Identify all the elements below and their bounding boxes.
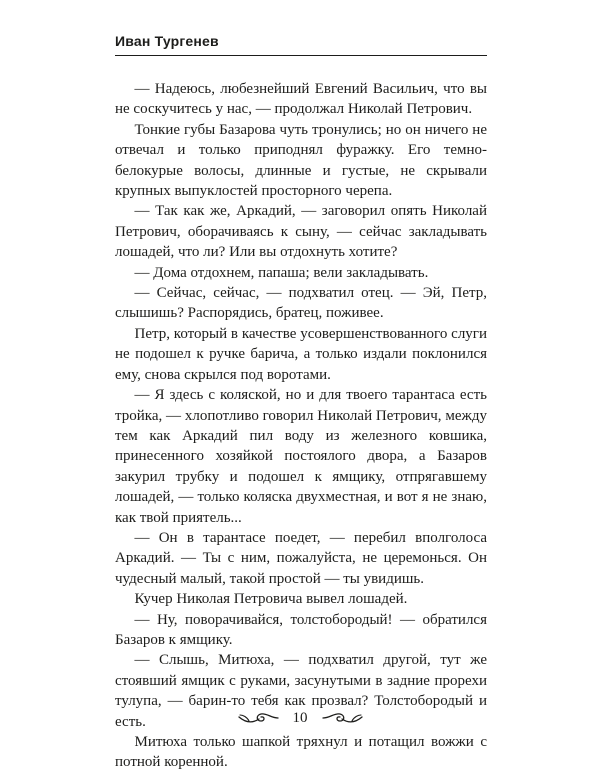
paragraph: Кучер Николая Петровича вывел лошадей. (134, 591, 408, 608)
paragraph: — Ну, поворачивайся, толстобородый! — обратился Базаров к ямщику. (115, 611, 487, 648)
paragraph: Митюха только шапкой тряхнул и потащил вожжи с потной коренной. (115, 734, 487, 771)
paragraph: — Так как же, Аркадий, — заговорил опять Николай Петрович, оборачиваясь к сыну, — сейчас закладывать лошадей, что ли? Или вы отдохнуть хотите? (115, 203, 487, 261)
paragraph: — Надеюсь, любезнейший Евгений Васильич, что вы не соскучитесь у нас, — продолжал Николай Петрович. (115, 81, 487, 118)
paragraph: — Сейчас, сейчас, — подхватил отец. — Эй, Петр, слышишь? Распорядись, братец, поживее. (115, 285, 487, 322)
running-head: Иван Тургенев (115, 33, 219, 49)
header-rule (115, 55, 487, 56)
page-number: 10 (292, 709, 308, 726)
paragraph: — Он в тарантасе поедет, — перебил вполголоса Аркадий. — Ты с ним, пожалуйста, не церемонься. Он чудесный малый, такой простой — ты увидишь. (115, 529, 487, 587)
flourish-right-icon (322, 711, 364, 725)
body-text (115, 79, 487, 773)
paragraph: — Я здесь с коляской, но и для твоего тарантаса есть тройка, — хлопотливо говорил Николай Петрович, между тем как Аркадий пил воду из железного ковшика, принесенного хозяйкой постоялого двора, а Базаров закурил трубку и подошел к ямщику, отпрягавшему лошадей, — только коляска двухместная, и вот я не знаю, как твой приятель... (115, 387, 487, 526)
paragraph: Петр, который в качестве усовершенствованного слуги не подошел к ручке барича, а только издали поклонился ему, снова скрылся под воротами. (115, 325, 487, 383)
page-footer (0, 704, 600, 732)
paragraph: Тонкие губы Базарова чуть тронулись; но он ничего не отвечал и только приподнял фуражку. Его темнобелокурые волосы, длинные и густые, не скрывали крупных выпуклостей просторного черепа. (115, 121, 487, 200)
flourish-left-icon (237, 711, 279, 725)
paragraph: — Дома отдохнем, папаша; вели закладывать. (134, 264, 429, 281)
paragraph: — Слышь, Митюха, — подхватил другой, тут же стоявший ямщик с руками, засунутыми в задние прорехи тулупа, — барин-то тебя как прозвал? Толстобородый и есть. (115, 652, 487, 730)
